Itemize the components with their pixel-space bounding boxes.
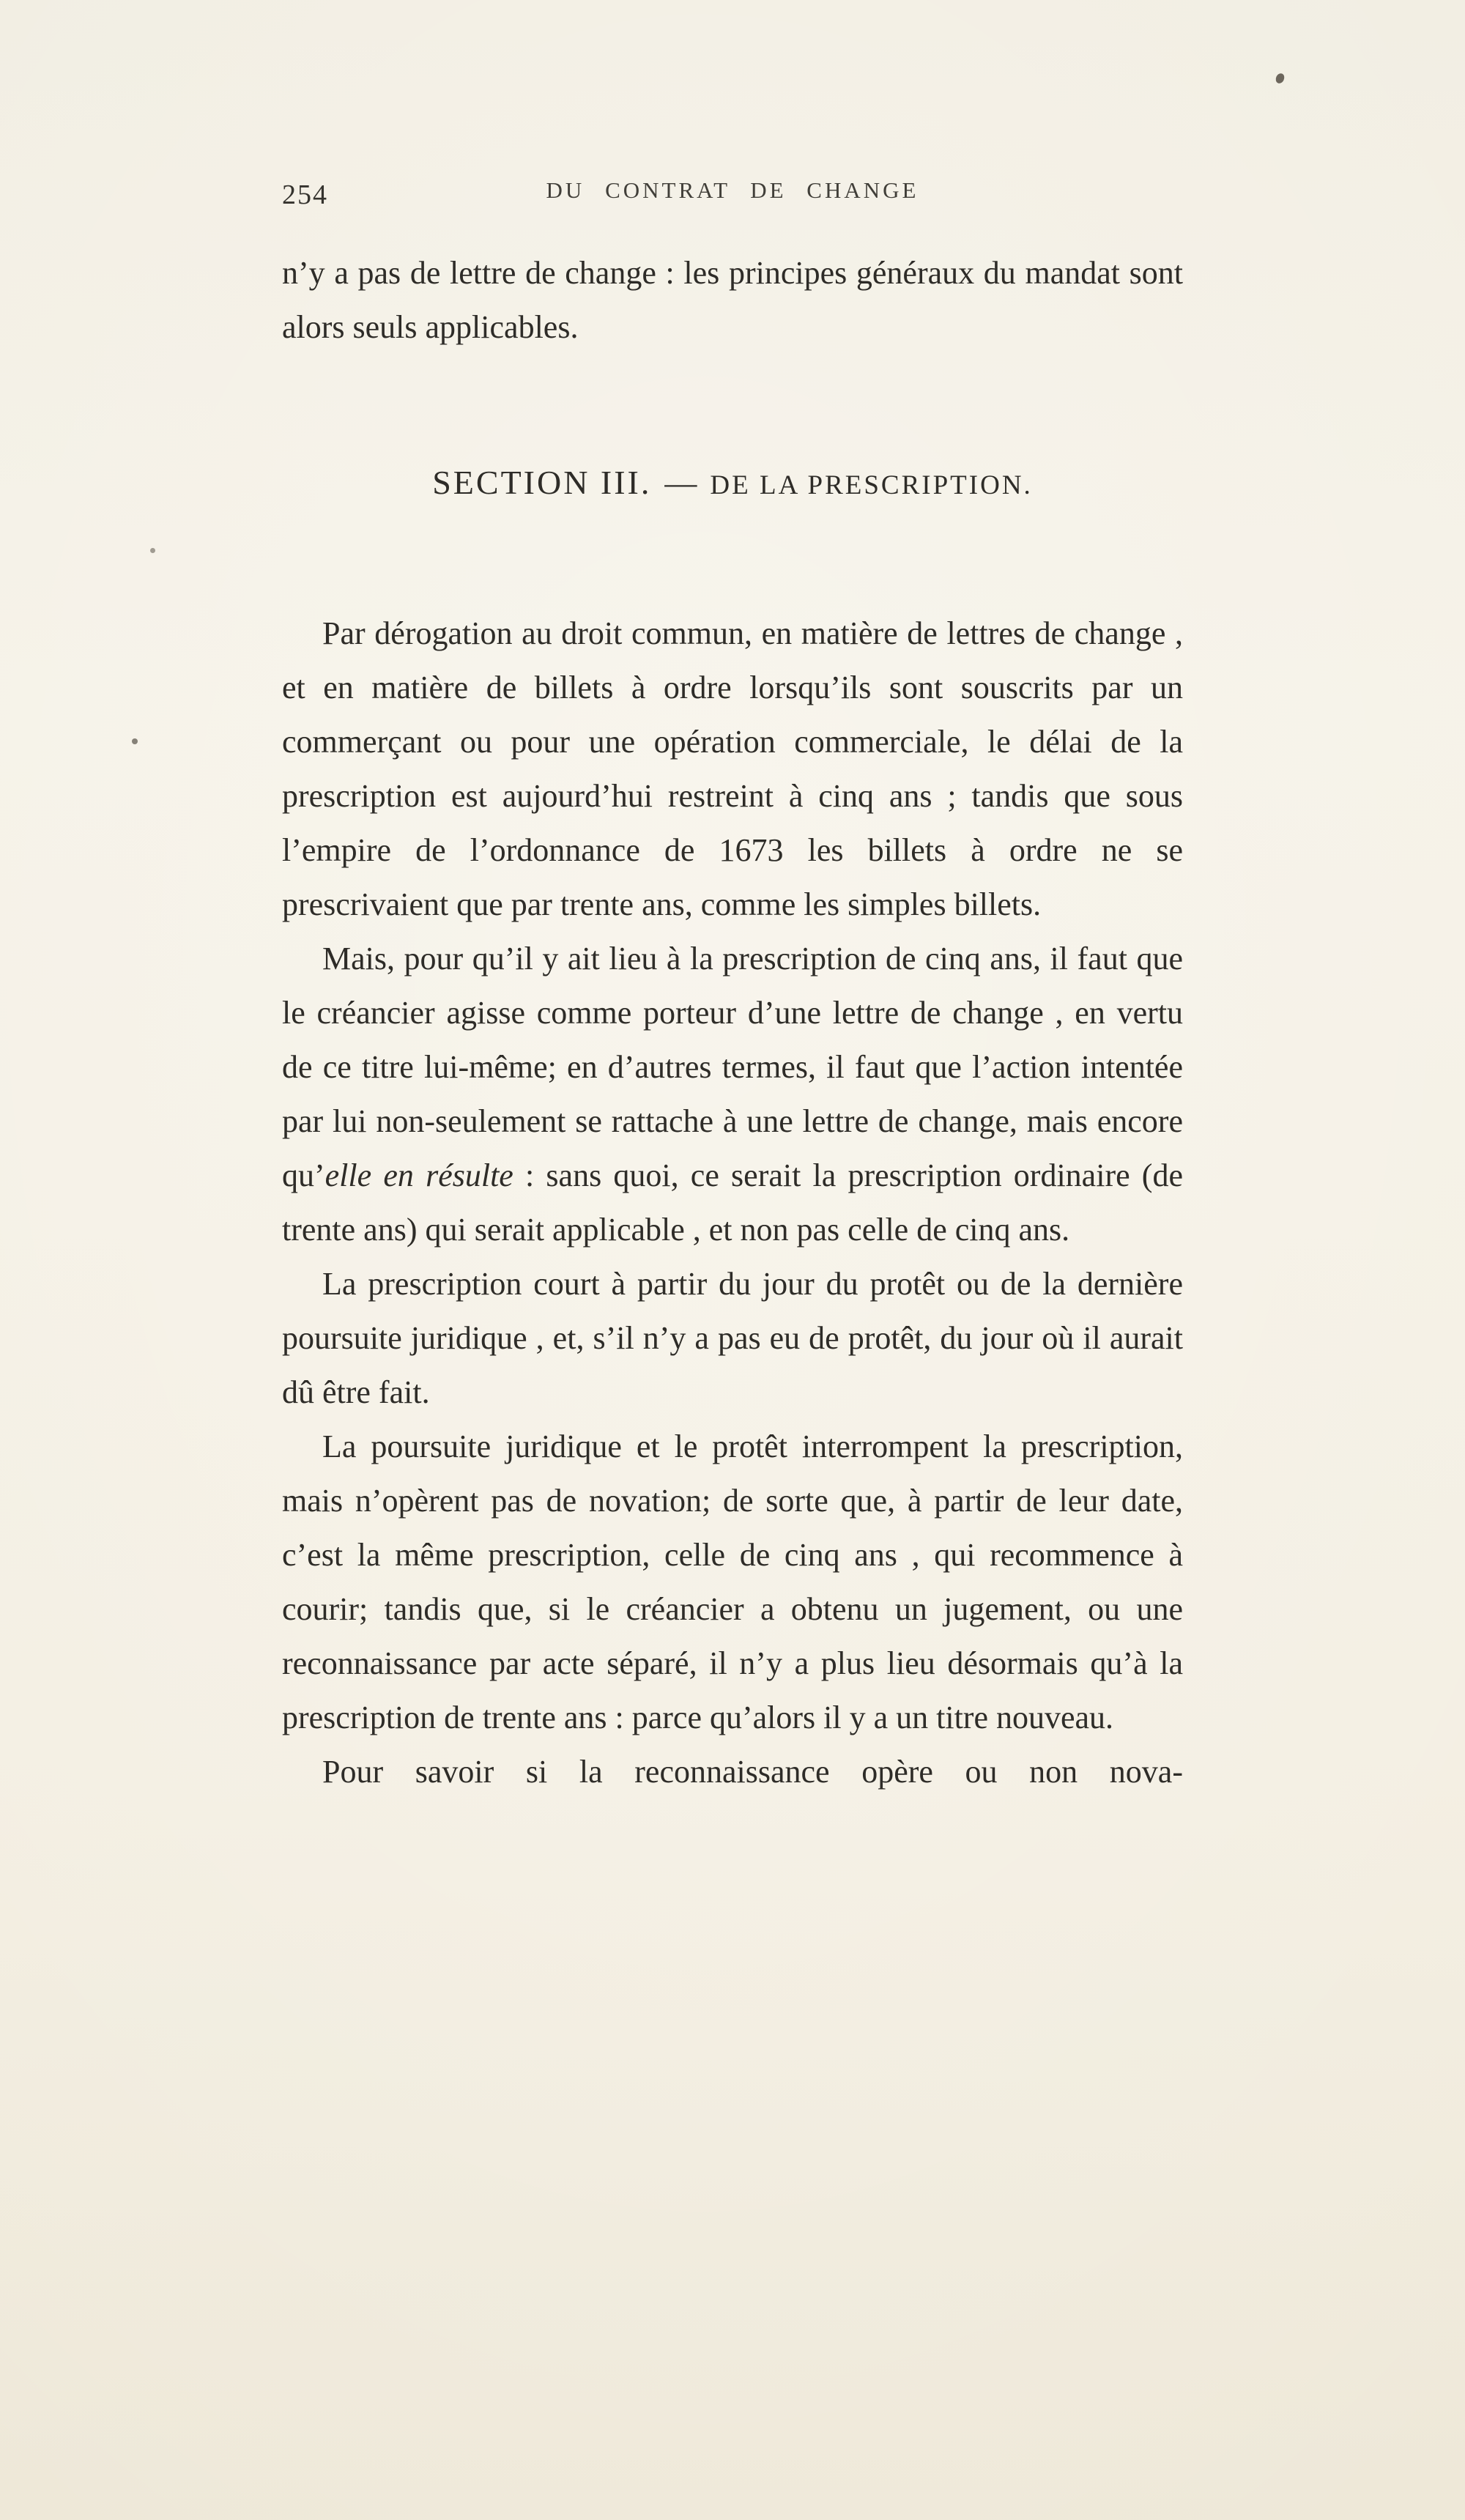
paragraph	[282, 1420, 1183, 1745]
ink-speck	[1275, 72, 1286, 84]
section-dash: —	[664, 465, 697, 501]
section-label: SECTION III.	[432, 464, 652, 501]
page-number: 254	[282, 179, 328, 210]
paragraph	[282, 607, 1183, 932]
paragraph-text: Par dérogation au droit commun, en matière de lettres de change , et en matière de billets à ordre lorsqu’ils sont souscrits par un commerçant ou pour une opération commerciale, le délai de la prescription est aujourd’hui restreint à cinq ans ; tandis que sous l’empire de l’ordonnance de 1673 les billets à ordre ne se prescrivaient que par trente ans, comme les simples billets.	[282, 615, 1183, 922]
paragraph	[282, 1257, 1183, 1420]
paragraph-text: : sans quoi, ce serait la prescription ordinaire (de trente ans) qui serait applicable , et non pas celle de cinq ans.	[282, 1157, 1183, 1248]
section-title: DE LA PRESCRIPTION.	[710, 470, 1033, 500]
paragraph	[282, 1745, 1183, 1799]
paragraph-continuation	[282, 246, 1183, 355]
paragraph-text-italic: elle en résulte	[324, 1157, 513, 1193]
text-block	[282, 246, 1183, 1799]
paragraph-text: Mais, pour qu’il y ait lieu à la prescription de cinq ans, il faut que le créancier agisse comme porteur d’une lettre de change , en vertu de ce titre lui-même; en d’autres termes, il faut que l’action intentée par lui non-seulement se rattache à une lettre de change, mais encore qu’	[282, 941, 1183, 1193]
ink-speck	[150, 548, 155, 553]
paragraph-text: La prescription court à partir du jour du protêt ou de la dernière poursuite juridique , et, s’il n’y a pas eu de protêt, du jour où il aurait dû être fait.	[282, 1266, 1183, 1410]
paragraph-text: n’y a pas de lettre de change : les principes généraux du mandat sont alors seuls applicables.	[282, 255, 1183, 345]
section-heading	[282, 451, 1183, 513]
page-header	[282, 0, 1183, 211]
ink-speck	[132, 738, 138, 744]
running-title: DU CONTRAT DE CHANGE	[546, 177, 919, 203]
paragraph	[282, 932, 1183, 1257]
paragraph-text: La poursuite juridique et le protêt interrompent la prescription, mais n’opèrent pas de novation; de sorte que, à partir de leur date, c’est la même prescription, celle de cinq ans , qui recommence à courir; tandis que, si le créancier a obtenu un jugement, ou une reconnaissance par acte séparé, il n’y a plus lieu désormais qu’à la prescription de trente ans : parce qu’alors il y a un titre nouveau.	[282, 1428, 1183, 1735]
paragraph-text: Pour savoir si la reconnaissance opère ou non nova-	[322, 1754, 1183, 1790]
